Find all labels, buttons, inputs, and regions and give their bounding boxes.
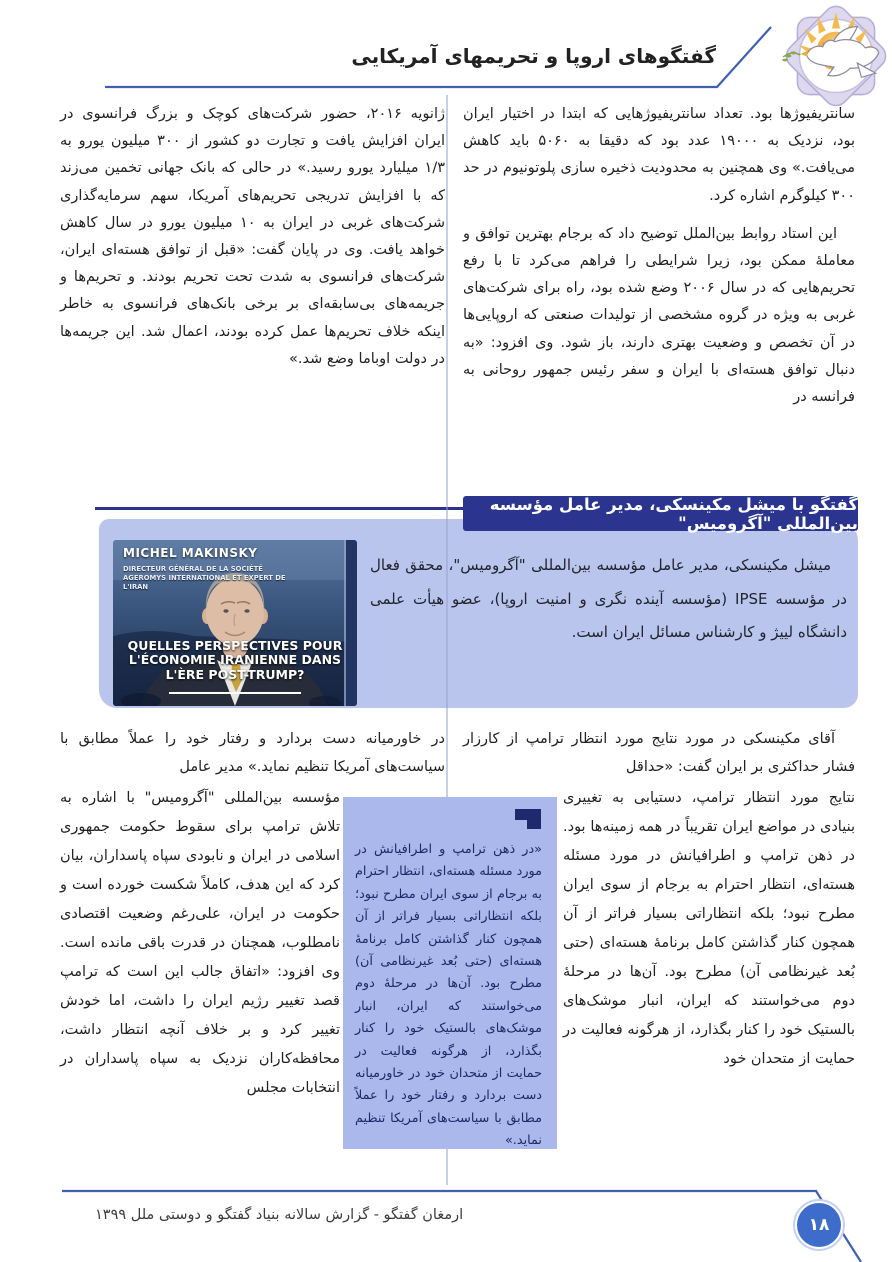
page-number-badge: ۱۸ bbox=[797, 1203, 841, 1247]
paragraph: نتایج مورد انتظار ترامپ، دستیابی به تغییری بنیادی در مواضع ایران تقریباً در همه زمینه‌ها بود. در ذهن ترامپ و اطرافیانش در مورد مسئله هسته‌ای، انتظار احترام به برجام از سوی ایران مطرح نبود؛ بلکه انتظاراتی بسیار فراتر از آن همچون کنار گذاشتن کامل برنامۀ هسته‌ای (حتی بُعد غیرنظامی آن) مطرح بود. آن‌ها در مرحلۀ دوم می‌خواستند که ایران، انبار موشک‌های بالستیک خود را کنار بگذارد، از هرگونه فعالیت در حمایت از متحدان خود bbox=[563, 790, 855, 1067]
article-column-top-left bbox=[60, 101, 445, 373]
feature-accent-line bbox=[95, 507, 467, 510]
footer-rule bbox=[62, 1191, 861, 1262]
paragraph: در خاورمیانه دست بردارد و رفتار خود را عملاً مطابق با سیاست‌های آمریکا تنظیم نماید.» مدیر عامل bbox=[60, 731, 445, 775]
photo-headline-underline bbox=[169, 692, 301, 694]
photo-role-caption: DIRECTEUR GÉNÉRAL DE LA SOCIÉTÉ AGEROMYS INTERNATIONAL ET EXPERT DE L'IRAN bbox=[123, 565, 286, 591]
footer-caption: ارمغان گفتگو - گزارش سالانه بنیاد گفتگو و دوستی ملل ۱۳۹۹ bbox=[95, 1207, 464, 1223]
paragraph: سانتریفیوژها بود. تعداد سانتریفیوژهایی که ابتدا در اختیار ایران بود، نزدیک به ۱۹۰۰۰ عدد بود که دقیقا به ۵۰۶۰ باید کاهش می‌یافت.» وی همچنین به محدودیت ذخیره سازی پلوتونیوم در حد ۳۰۰ کیلوگرم اشاره کرد. bbox=[463, 106, 855, 204]
article-column-top-right bbox=[463, 101, 855, 411]
feature-section-title: گفتگو با میشل مکینسکی، مدیر عامل مؤسسه بین‌المللی "آگرومیس" bbox=[463, 496, 858, 531]
pull-quote-panel bbox=[343, 797, 557, 1149]
photo-headline: QUELLES PERSPECTIVES POUR L'ÉCONOMIE IRANIENNE DANS L'ÈRE POST-TRUMP? bbox=[127, 637, 343, 682]
paragraph: آقای مکینسکی در مورد نتایج مورد انتظار ترامپ از کارزار فشار حداکثری بر ایران گفت: «حداقل bbox=[463, 731, 855, 775]
foundation-logo bbox=[772, 0, 892, 120]
paragraph: ژانویه ۲۰۱۶، حضور شرکت‌های کوچک و بزرگ فرانسوی در ایران افزایش یافت و تجارت دو کشور از ۳۰۰ میلیون یورو به ۱/۳ میلیارد یورو رسید.» در حالی که بانک جهانی تخمین می‌زند که با افزایش تدریجی تحریم‌های آمریکا، سهم سرمایه‌گذاری شرکت‌های غربی در ایران به ۱۰ میلیون یورو در سال کاهش خواهد یافت. وی در پایان گفت: «قبل از توافق هسته‌ای ایران، شرکت‌های فرانسوی به شدت تحت تحریم بودند. و تحریم‌ها و جریمه‌های بی‌سابقه‌ای بر برخی بانک‌های فرانسوی به خاطر اینکه خلاف تحریم‌ها عمل کرده بودند، اعمال شد. این جریمه‌ها در دولت اوباما وضع شد.» bbox=[60, 106, 446, 367]
quote-mark-icon bbox=[515, 809, 541, 829]
interview-photo bbox=[113, 540, 357, 706]
pull-quote-text: «در ذهن ترامپ و اطرافیانش در مورد مسئله هسته‌ای، انتظار احترام به برجام از سوی ایران مطرح نبود؛ بلکه انتظاراتی بسیار فراتر از آن همچون کنار گذاشتن کامل برنامۀ هسته‌ای (حتی بُعد غیرنظامی آن) مطرح بود. آن‌ها در مرحلۀ دوم می‌خواستند که ایران، انبار موشک‌های بالستیک خود را کنار بگذارد، از هرگونه فعالیت در حمایت از متحدان خود در خاورمیانه دست بردارد و رفتار خود را عملاً مطابق با سیاست‌های آمریکا تنظیم نماید.» bbox=[355, 842, 542, 1149]
photo-name-caption: MICHEL MAKINSKY bbox=[123, 546, 258, 560]
interviewee-bio: میشل مکینسکی، مدیر عامل مؤسسه بین‌المللی "آگرومیس"، محقق فعال در مؤسسه IPSE (مؤسسه آینده نگری و امنیت اروپا)، عضو هیأت علمی دانشگاه لییژ و کارشناس مسائل ایران است. bbox=[370, 556, 847, 641]
paragraph: مؤسسه بین‌المللی "آگرومیس" با اشاره به تلاش ترامپ برای سقوط حکومت جمهوری اسلامی در ایران و نابودی سپاه پاسداران، بیان کرد که این هدف، کاملاً شکست خورده است و حکومت در ایران، علی‌رغم وضعیت اقتصادی نامطلوب، همچنان در قدرت باقی مانده است. وی افزود: «اتفاق جالب این است که ترامپ قصد تغییر رژیم ایران را داشت، اما خودش تغییر کرد و بر خلاف آنچه انتظار داشت، محافظه‌کاران نزدیک به سپاه پاسداران در انتخابات مجلس bbox=[60, 790, 340, 1096]
page-title: گفتگوهای اروپا و تحریمهای آمریکایی bbox=[351, 44, 716, 68]
paragraph: این استاد روابط بین‌الملل توضیح داد که برجام بهترین توافق و معاملۀ ممکن بود، زیرا شرایطی را فراهم می‌کرد تا با رفع تحریم‌هایی که در سال ۲۰۰۶ وضع شده بود، راه برای شرکت‌های غربی به ویژه در گروه مشخصی از تولیدات صنعتی که اروپایی‌ها در آن تخصص و وضعیت بهتری دارند، باز شود. وی افزود: «به دنبال توافق هسته‌ای با ایران و سفر رئیس جمهور روحانی به فرانسه در bbox=[463, 225, 855, 406]
